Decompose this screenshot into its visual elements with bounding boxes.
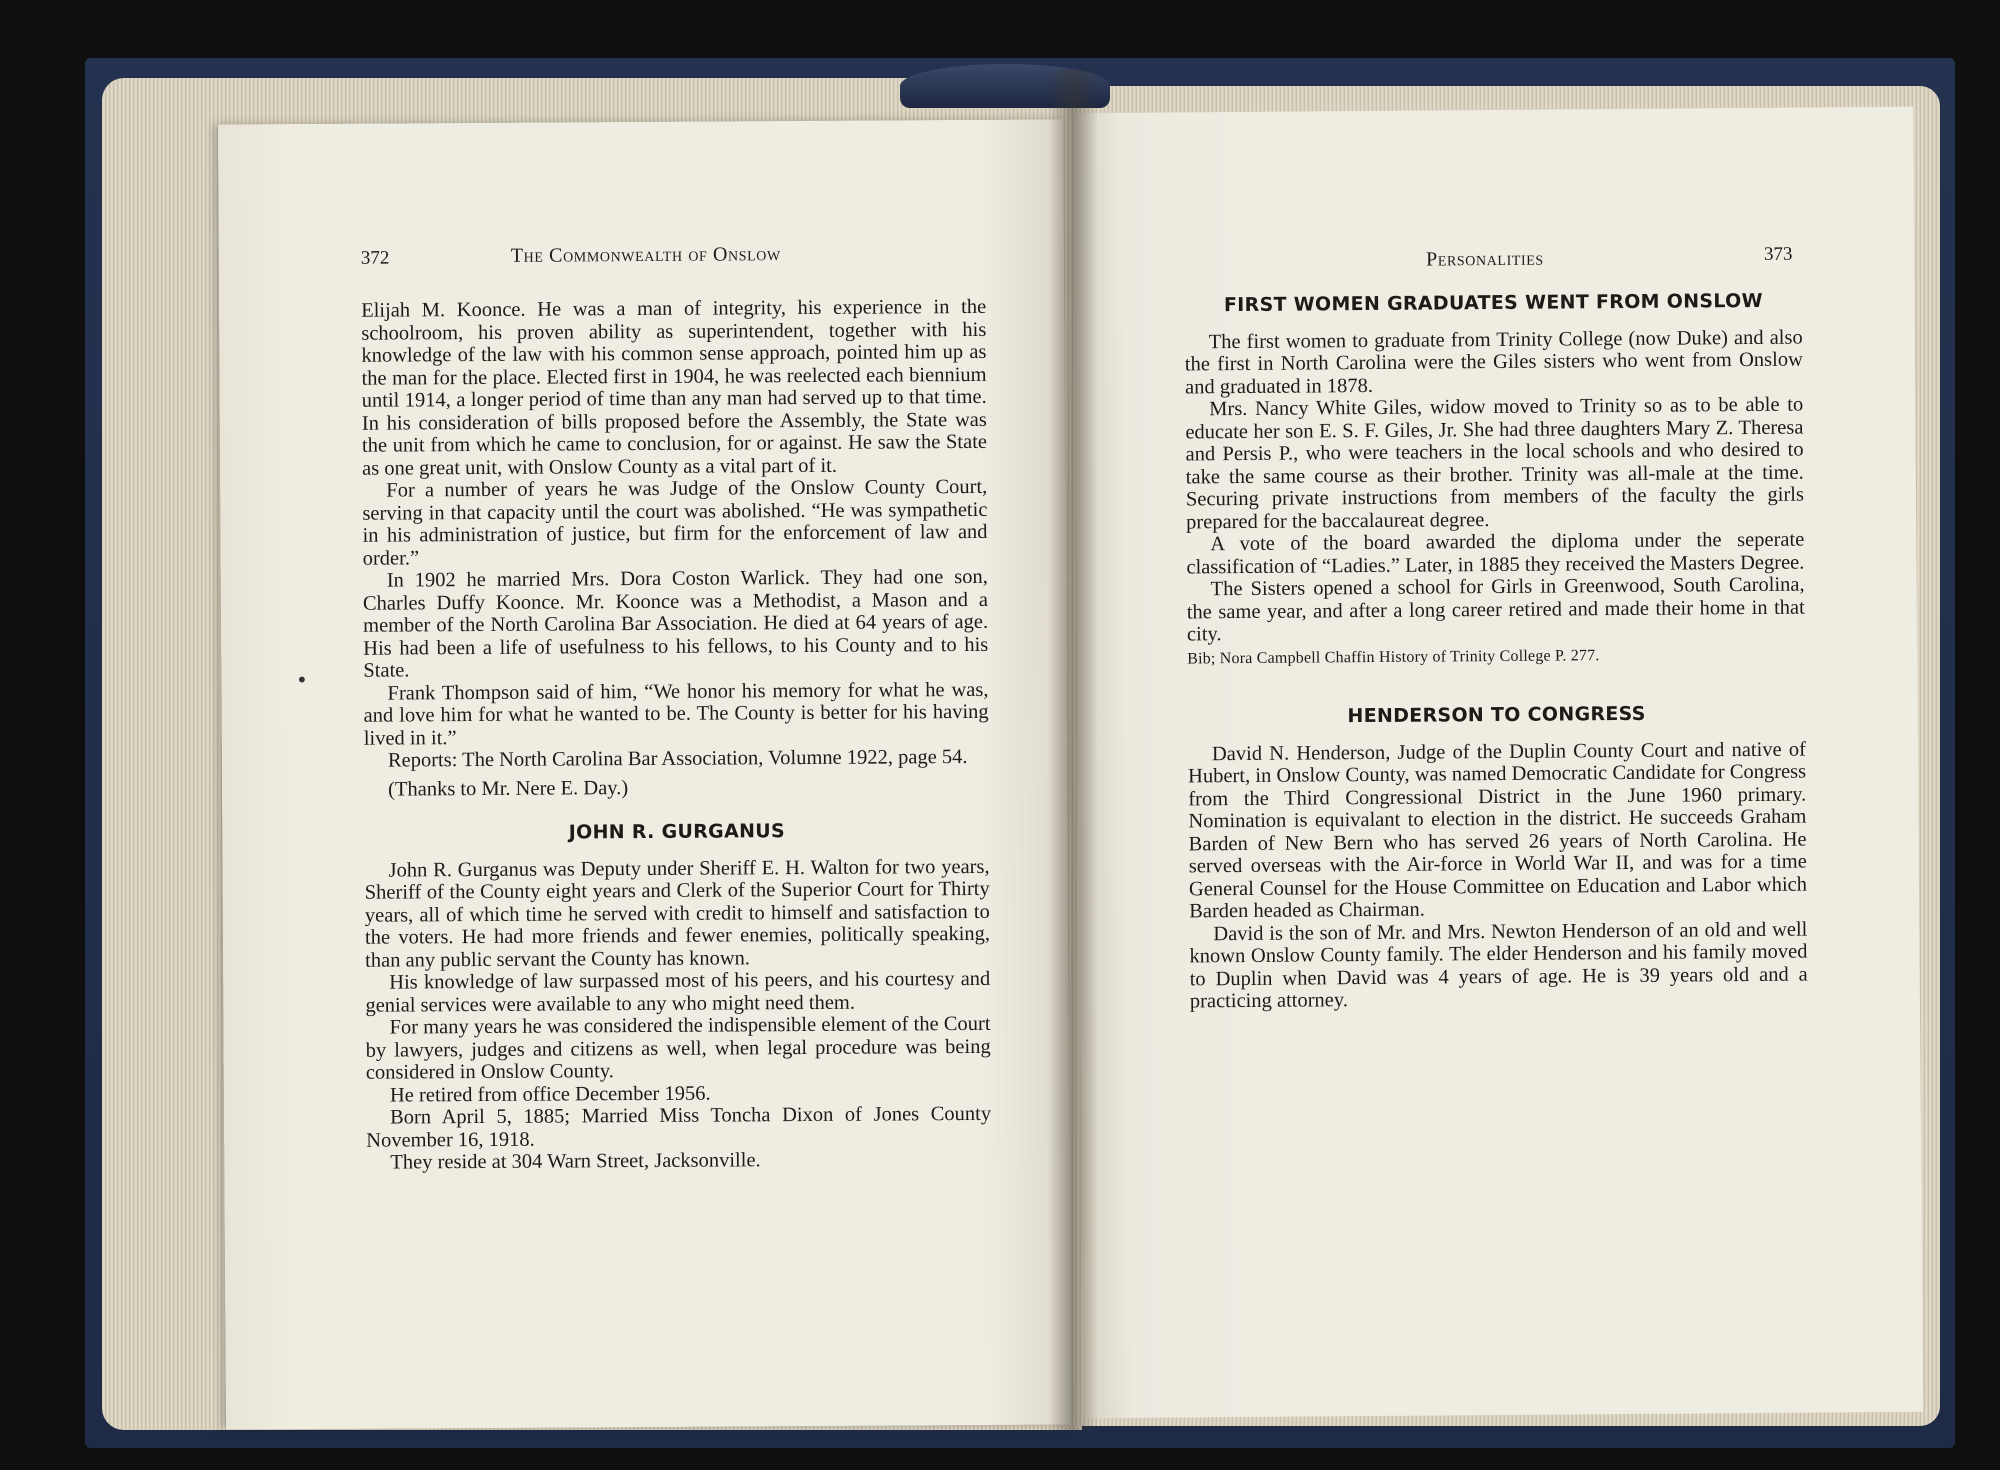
paragraph: For many years he was considered the indispensible element of the Court by lawyers, judges and citizens as well, when legal procedure was being considered in Onslow County. [365, 1012, 991, 1084]
section-heading-henderson: HENDERSON TO CONGRESS [1347, 702, 1646, 728]
paragraph: A vote of the board awarded the diploma under the seperate classification of “Ladies.” Later, in 1885 they received the Masters Degree. [1186, 528, 1805, 578]
paragraph: (Thanks to Mr. Nere E. Day.) [388, 776, 629, 801]
bibliography-note: Bib; Nora Campbell Chaffin History of Trinity College P. 277. [1187, 646, 1600, 667]
left-page-body [361, 296, 991, 1174]
paragraph: Born April 5, 1885; Married Miss Toncha Dixon of Jones County November 16, 1918. [366, 1102, 992, 1152]
paragraph: Mrs. Nancy White Giles, widow moved to Trinity so as to be able to educate her son E. S. F. Giles, Jr. She had three daughters Mary Z. Theresa and Persis P., who were teachers in the local schools and who desired to take the same course as their brother. Trinity was all-male at the time. Securing private instructions from members of the faculty the girls prepared for the baccalaureat degree. [1185, 393, 1804, 533]
book-spine-headband [900, 64, 1110, 108]
section-heading-women-graduates: FIRST WOMEN GRADUATES WENT FROM ONSLOW [1223, 289, 1763, 317]
paragraph: He retired from office December 1956. [389, 1082, 711, 1107]
margin-mark-icon: • [296, 668, 308, 692]
paragraph: For a number of years he was Judge of the Onslow County Court, serving in that capacity until the court was abolished. “He was sympathetic in his administration of justice, but firm for the enforcement of law and order.” [362, 475, 988, 570]
paragraph: David is the son of Mr. and Mrs. Newton Henderson of an old and well known Onslow County family. The elder Henderson and his family moved to Duplin when David was 4 years of age. He is 39 years old and a practicing attorney. [1189, 918, 1808, 1013]
right-page [1073, 107, 1923, 1419]
left-page-number: 372 [360, 247, 390, 269]
right-page-body [1184, 286, 1808, 1013]
paragraph: Frank Thompson said of him, “We honor his memory for what he was, and love him for what he wanted to be. The County is better for his having lived in it.” [363, 678, 989, 750]
left-page [218, 119, 1071, 1429]
left-running-head: The Commonwealth of Onslow [510, 243, 781, 267]
paragraph: They reside at 304 Warn Street, Jacksonville. [390, 1149, 761, 1174]
paragraph: Reports: The North Carolina Bar Association, Volumne 1922, page 54. [387, 746, 968, 772]
paragraph: The first women to graduate from Trinity College (now Duke) and also the first in North Carolina were the Giles sisters who went from Onslow and graduated in 1878. [1184, 326, 1803, 398]
paragraph: In 1902 he married Mrs. Dora Coston Warlick. They had one son, Charles Duffy Koonce. Mr. Koonce was a Methodist, a Mason and a member of the North Carolina Bar Association. He died at 64 years of age. His had been a life of usefulness to his fellows, to his County and to his State. [362, 565, 989, 682]
right-page-number: 373 [1763, 243, 1793, 265]
paragraph: Elijah M. Koonce. He was a man of integrity, his experience in the schoolroom, his proven ability as superintendent, together with his knowledge of the law with his common sense approach, pointed him up as the man for the place. Elected first in 1904, he was reelected each biennium until 1914, a longer period of time than any man had served up to that time. In his consideration of bills proposed before the Assembly, the State was the unit from which he came to conclusion, for or against. He saw the State as one great unit, with Onslow County as a vital part of it. [361, 295, 988, 480]
paragraph: His knowledge of law surpassed most of his peers, and his courtesy and genial services were available to any who might need them. [365, 967, 991, 1017]
right-running-head: Personalities [1425, 247, 1544, 271]
section-heading-gurganus: JOHN R. GURGANUS [568, 820, 786, 844]
paragraph: David N. Henderson, Judge of the Duplin County Court and native of Hubert, in Onslow County, was named Democratic Candidate for Congress from the Third Congressional District in the June 1960 primary. Nomination is equivalant to election in the district. He succeeds Graham Barden of New Bern who has served 26 years of North Carolina. He served overseas with the Air-force in World War II, and was for a time General Counsel for the House Committee on Education and Labor which Barden headed as Chairman. [1188, 738, 1808, 923]
paragraph: John R. Gurganus was Deputy under Sheriff E. H. Walton for two years, Sheriff of the County eight years and Clerk of the Superior Court for Thirty years, all of which time he served with credit to himself and satisfaction to the voters. He had more friends and fewer enemies, politically speaking, than any public servant the County has known. [364, 855, 991, 972]
paragraph: The Sisters opened a school for Girls in Greenwood, South Carolina, the same year, and after a long career retired and made their home in that city. [1186, 573, 1805, 646]
